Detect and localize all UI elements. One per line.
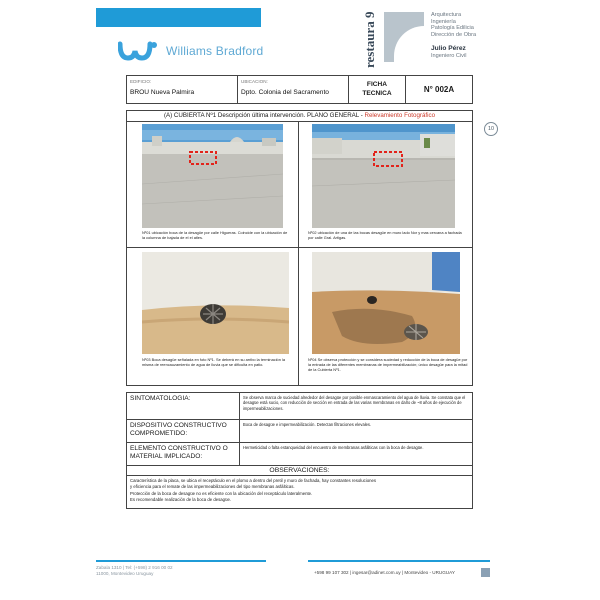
restaura-logo-mark-icon [384,12,424,62]
elemento-row [127,443,472,466]
brand-name: Williams Bradford [166,44,264,58]
sintomatologia-row [127,393,472,420]
grid-divider-vertical [298,121,299,385]
observacion-line: Protección de la boca de desagüe no es eficiente con la ubicación del receptáculo lateralmente. [130,490,313,496]
photo-4-drain-debris [312,252,460,354]
elemento-label: ELEMENTO CONSTRUCTIVO O MATERIAL IMPLICADO: [127,443,240,465]
williams-bradford-logo-icon [118,40,158,62]
photo-2-roof-view [312,124,455,228]
ubicacion-label: UBICACION: [241,79,268,84]
observaciones-text [127,476,472,508]
footer-address [96,565,173,577]
ficha-header [126,75,473,104]
photo-1-roof-view [142,124,283,228]
restaura-line: Dirección de Obra [431,31,477,38]
section-title-main: (A) CUBIERTA Nº1 Descripción última intervención. PLANO GENERAL - [163,112,365,119]
observacion-line: y eficiencia para el remate de las impermeabilizaciones del tipo membranas asfálticas. [130,484,295,490]
footer-address-line: Zabala 1310 | Tel: (+598) 2 916 00 02 [96,565,173,570]
elemento-value: Hermeticidad o falta estanqueidad del encuentro de membranas asfálticas con la boca de desagüe. [243,445,424,450]
edificio-cell [127,76,238,103]
footer-contact: +598 99 107 302 | ingesar@adinet.com.uy | Montevideo - URUGUAY [314,570,455,575]
dispositivo-label: DISPOSITIVO CONSTRUCTIVO COMPROMETIDO: [127,420,240,442]
sintomatologia-label: SINTOMATOLOGIA: [127,393,240,419]
photo-2-caption: Nº02 ubicación de una de las bocas desagüe en muro lado Nor y mas cercana a fachada por calle Gral. Artigas. [308,230,462,241]
section-title-highlight: Relevamiento Fotográfico [364,112,436,119]
footer-address-line: 11000, Montevideo Uruguay [96,571,154,576]
engineer-title: Ingeniero Civil [431,52,467,59]
engineer-name: Julio Pérez [431,45,466,53]
restaura-line: Ingeniería [431,18,456,25]
restaura-line: Arquitectura [431,12,462,18]
grid-divider-horizontal [126,247,472,248]
numero-cell [406,76,472,103]
ficha-number: N° 002A [423,85,455,94]
page-badge: 10 [484,122,498,136]
observacion-line: Es recomendable realización de la boca de desagüe. [130,497,232,503]
observaciones-block [127,466,472,508]
photo-3-drain-closeup [142,252,289,354]
footer-line-right [308,560,490,562]
tecnica-label: TECNICA [362,90,392,97]
ubicacion-cell [238,76,349,103]
restaura-line: Patología Edilicia [431,25,474,32]
photo-1-caption: Nº01 ubicación boca de la desagüe por calle Higueras. Coincide con la ubicación de la columna de bajada de el el atles. [142,230,288,241]
photo-3-caption: Nº03 Boca desagüe señalada en foto Nº1. Se deberá en su arribo la terminación la misma de reencauzamiento de agua de lluvia que se dificulta en patio. [142,357,285,368]
photo-4-caption: Nº04 Se observa protección y se considera suciedad y reducción de la boca de desagüe por la entrada de las diferentes membranas de impermeabilización; único desagüe para la mitad de la Cubierta Nº1. [308,357,468,373]
diagnosis-table [126,392,473,509]
restaura-info [431,12,476,60]
observaciones-title: OBSERVACIONES: [127,466,472,476]
ubicacion-value: Dpto. Colonia del Sacramento [241,89,329,96]
restaura-logo: restaura 9 [362,11,377,68]
ficha-tecnica-cell [349,76,406,103]
edificio-value: BROU Nueva Palmira [130,89,195,96]
observacion-line: Característica de la placa, se ubica el receptáculo en el plomo a dentro del pretil y muro de fachada, hay constantes resoluciones [130,478,377,483]
header-accent-bar [96,8,261,27]
dispositivo-value: Boca de desagüe e impermeabilización. Detectan filtraciones elevales. [243,422,372,427]
ficha-label: FICHA [366,81,388,88]
footer-line-left [96,560,266,562]
edificio-label: EDIFICIO: [130,79,152,84]
dispositivo-row [127,420,472,443]
footer-square-icon [481,568,490,577]
sintomatologia-value: Se observa marca de suciedad alrededor del desagüe por posible enmascaramiento del agua de lluvia. Se constata que el desagüe está sucio, con reducción de sección en entrada de las varias membranas en daño de ~8 años de ejecución de impermeabilizaciones. [243,395,466,411]
